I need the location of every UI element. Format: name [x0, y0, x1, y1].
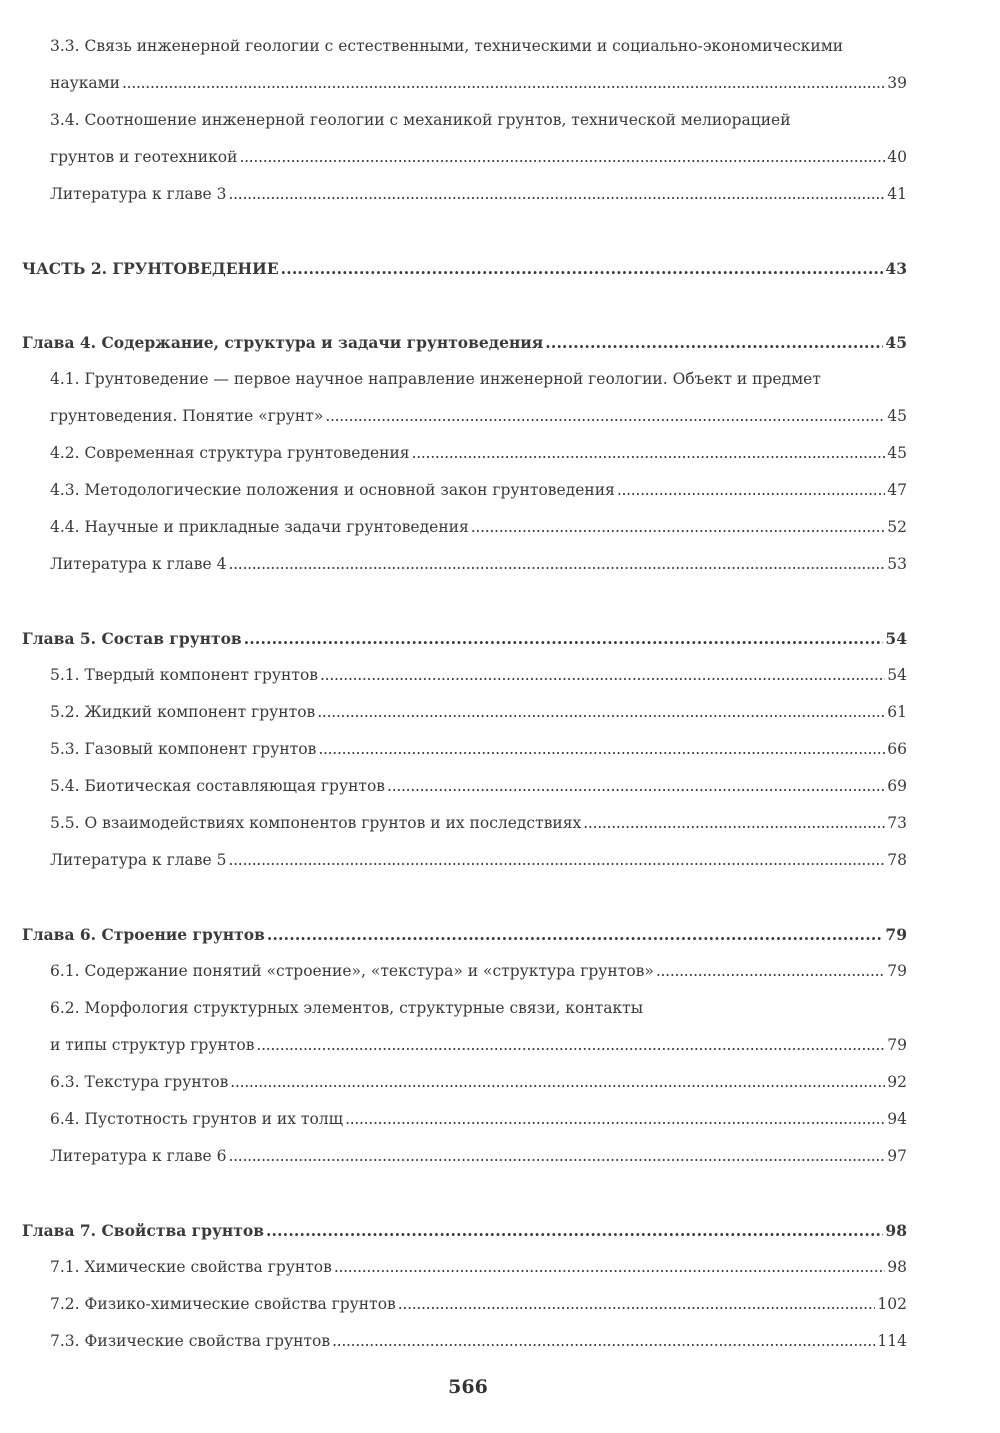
entry-page-number: 94 [887, 1110, 907, 1128]
entry-page-number: 114 [877, 1332, 907, 1350]
toc-section-entry[interactable] [0, 361, 907, 398]
group-spacer [0, 879, 907, 916]
dot-leader [228, 1138, 885, 1175]
entry-page-number: 102 [877, 1295, 907, 1313]
dot-leader [244, 620, 884, 657]
entry-title: 4.1. Грунтоведение — первое научное направление инженерной геологии. Объект и предмет [50, 370, 821, 388]
entry-title: 4.4. Научные и прикладные задачи грунтоведения [50, 518, 469, 536]
dot-leader [281, 250, 884, 287]
group-spacer [0, 1175, 907, 1212]
dot-leader [387, 768, 885, 805]
entry-page-number: 73 [887, 814, 907, 832]
entry-title: 3.4. Соотношение инженерной геологии с механикой грунтов, технической мелиорацией [50, 111, 791, 129]
toc-section-entry[interactable] [0, 472, 907, 509]
entry-title: 5.1. Твердый компонент грунтов [50, 666, 319, 684]
toc-section-entry[interactable] [0, 990, 907, 1027]
dot-leader [617, 472, 885, 509]
dot-leader [334, 1249, 885, 1286]
toc-section-entry[interactable] [0, 805, 907, 842]
entry-page-number: 79 [887, 962, 907, 980]
entry-page-number: 53 [887, 555, 907, 573]
dot-leader [266, 1212, 883, 1249]
page-number: 566 [448, 1376, 488, 1398]
entry-title: Литература к главе 6 [50, 1147, 227, 1165]
dot-leader [317, 694, 885, 731]
toc-chapter-entry[interactable] [0, 620, 907, 657]
dot-leader [398, 1286, 876, 1323]
entry-title: Глава 7. Свойства грунтов [22, 1221, 264, 1240]
entry-page-number: 39 [887, 74, 907, 92]
toc-section-entry[interactable] [0, 731, 907, 768]
entry-title: Глава 4. Содержание, структура и задачи грунтоведения [22, 333, 544, 352]
dot-leader [412, 435, 886, 472]
entry-title: 4.2. Современная структура грунтоведения [50, 444, 410, 462]
entry-page-number: 78 [887, 851, 907, 869]
dot-leader [656, 953, 885, 990]
dot-leader [471, 509, 886, 546]
entry-title: Литература к главе 5 [50, 851, 227, 869]
toc-section-entry[interactable] [0, 65, 907, 102]
entry-title: Литература к главе 4 [50, 555, 227, 573]
table-of-contents [0, 28, 1000, 1360]
group-spacer [0, 213, 907, 250]
toc-section-entry[interactable] [0, 1027, 907, 1064]
entry-page-number: 79 [885, 925, 907, 944]
toc-section-entry[interactable] [0, 1323, 907, 1360]
toc-chapter-entry[interactable] [0, 916, 907, 953]
toc-section-entry[interactable] [0, 546, 907, 583]
entry-page-number: 47 [887, 481, 907, 499]
entry-title: 7.2. Физико-химические свойства грунтов [50, 1295, 396, 1313]
entry-title: 5.4. Биотическая составляющая грунтов [50, 777, 386, 795]
dot-leader [325, 398, 885, 435]
dot-leader [228, 546, 885, 583]
entry-title: 5.5. О взаимодействиях компонентов грунтов и их последствиях [50, 814, 582, 832]
dot-leader [122, 65, 885, 102]
entry-page-number: 69 [887, 777, 907, 795]
toc-section-entry[interactable] [0, 28, 907, 65]
dot-leader [239, 139, 885, 176]
entry-title: грунтоведения. Понятие «грунт» [50, 407, 324, 425]
toc-section-entry[interactable] [0, 1064, 907, 1101]
entry-page-number: 54 [885, 629, 907, 648]
entry-page-number: 54 [887, 666, 907, 684]
toc-section-entry[interactable] [0, 398, 907, 435]
dot-leader [318, 731, 885, 768]
group-spacer [0, 583, 907, 620]
toc-section-entry[interactable] [0, 509, 907, 546]
entry-title: 6.4. Пустотность грунтов и их толщ [50, 1110, 344, 1128]
entry-title: 6.3. Текстура грунтов [50, 1073, 229, 1091]
entry-title: Литература к главе 3 [50, 185, 227, 203]
toc-section-entry[interactable] [0, 1138, 907, 1175]
toc-section-entry[interactable] [0, 953, 907, 990]
entry-page-number: 66 [887, 740, 907, 758]
dot-leader [345, 1101, 885, 1138]
entry-title: 7.3. Физические свойства грунтов [50, 1332, 331, 1350]
entry-page-number: 40 [887, 148, 907, 166]
dot-leader [256, 1027, 885, 1064]
entry-page-number: 41 [887, 185, 907, 203]
toc-section-entry[interactable] [0, 435, 907, 472]
entry-page-number: 45 [887, 444, 907, 462]
entry-page-number: 98 [885, 1221, 907, 1240]
group-spacer [0, 287, 907, 324]
dot-leader [320, 657, 885, 694]
entry-page-number: 45 [885, 333, 907, 352]
entry-title: 7.1. Химические свойства грунтов [50, 1258, 332, 1276]
dot-leader [332, 1323, 875, 1360]
toc-chapter-entry[interactable] [0, 250, 907, 287]
toc-section-entry[interactable] [0, 694, 907, 731]
toc-section-entry[interactable] [0, 1101, 907, 1138]
entry-page-number: 45 [887, 407, 907, 425]
toc-section-entry[interactable] [0, 102, 907, 139]
toc-chapter-entry[interactable] [0, 324, 907, 361]
toc-section-entry[interactable] [0, 768, 907, 805]
entry-title: ЧАСТЬ 2. ГРУНТОВЕДЕНИЕ [22, 259, 279, 278]
dot-leader [228, 842, 885, 879]
toc-section-entry[interactable] [0, 1286, 907, 1323]
entry-title: 6.2. Морфология структурных элементов, структурные связи, контакты [50, 999, 644, 1017]
entry-title: 5.3. Газовый компонент грунтов [50, 740, 317, 758]
entry-title: 6.1. Содержание понятий «строение», «текстура» и «структура грунтов» [50, 962, 654, 980]
entry-page-number: 92 [887, 1073, 907, 1091]
entry-page-number: 79 [887, 1036, 907, 1054]
dot-leader [230, 1064, 885, 1101]
entry-title: Глава 5. Состав грунтов [22, 629, 242, 648]
toc-section-entry[interactable] [0, 139, 907, 176]
dot-leader [545, 324, 883, 361]
toc-section-entry[interactable] [0, 657, 907, 694]
toc-wrapper [0, 28, 907, 1360]
entry-title: 3.3. Связь инженерной геологии с естественными, техническими и социально-экономическими [50, 37, 844, 55]
entry-page-number: 52 [887, 518, 907, 536]
entry-page-number: 98 [887, 1258, 907, 1276]
entry-title: и типы структур грунтов [50, 1036, 255, 1054]
toc-section-entry[interactable] [0, 842, 907, 879]
entry-page-number: 43 [885, 259, 907, 278]
dot-leader [228, 176, 885, 213]
entry-title: 5.2. Жидкий компонент грунтов [50, 703, 316, 721]
entry-title: 4.3. Методологические положения и основной закон грунтоведения [50, 481, 615, 499]
entry-page-number: 97 [887, 1147, 907, 1165]
entry-title: Глава 6. Строение грунтов [22, 925, 265, 944]
dot-leader [583, 805, 885, 842]
entry-title: науками [50, 74, 121, 92]
entry-title: грунтов и геотехникой [50, 148, 238, 166]
dot-leader [267, 916, 884, 953]
toc-section-entry[interactable] [0, 176, 907, 213]
toc-section-entry[interactable] [0, 1249, 907, 1286]
entry-page-number: 61 [887, 703, 907, 721]
toc-chapter-entry[interactable] [0, 1212, 907, 1249]
